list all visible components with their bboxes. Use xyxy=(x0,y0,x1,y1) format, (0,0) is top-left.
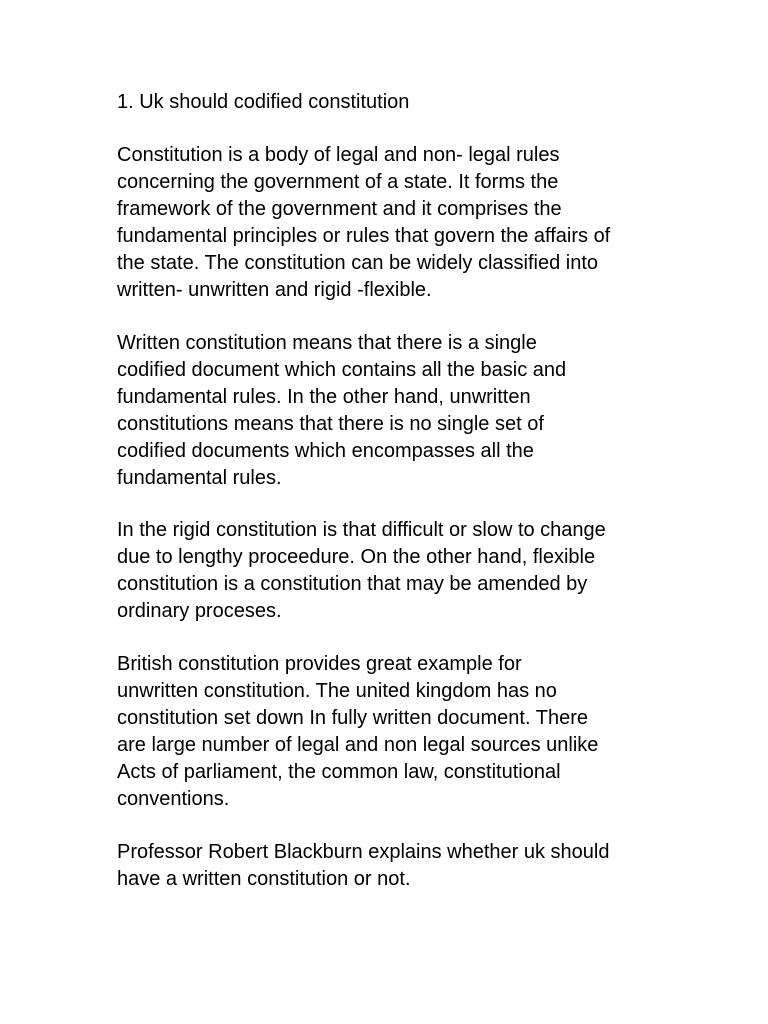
paragraph-line: codified documents which encompasses all the xyxy=(117,439,534,462)
paragraph-line: constitutions means that there is no single set of xyxy=(117,412,544,435)
paragraph-line: Written constitution means that there is a single xyxy=(117,332,537,354)
paragraph-line: codified document which contains all the basic and xyxy=(117,358,567,381)
paragraph-line: written- unwritten and rigid -flexible. xyxy=(117,278,432,301)
paragraph-line: conventions. xyxy=(117,787,230,810)
paragraph-line: Professor Robert Blackburn explains whether uk should xyxy=(117,841,610,863)
paragraph-line: fundamental rules. In the other hand, unwritten xyxy=(117,385,531,408)
paragraph-line: British constitution provides great example for xyxy=(117,653,522,675)
paragraph-line: are large number of legal and non legal sources unlike xyxy=(117,733,599,756)
paragraph-rigid-flexible xyxy=(117,517,677,625)
paragraph-line: unwritten constitution. The united kingdom has no xyxy=(117,679,557,702)
paragraph-line: ordinary proceses. xyxy=(117,599,282,622)
paragraph-constitution-definition xyxy=(117,142,677,303)
paragraph-line: the state. The constitution can be widely classified into xyxy=(117,251,599,274)
paragraph-line: constitution set down In fully written document. There xyxy=(117,706,588,729)
paragraph-line: In the rigid constitution is that difficult or slow to change xyxy=(117,519,606,541)
paragraph-line: constitution is a constitution that may be amended by xyxy=(117,572,588,595)
document-title xyxy=(117,89,677,116)
paragraph-line: fundamental principles or rules that govern the affairs of xyxy=(117,224,611,247)
paragraph-written-unwritten xyxy=(117,330,677,491)
title-text: 1. Uk should codified constitution xyxy=(117,91,410,113)
paragraph-line: framework of the government and it comprises the xyxy=(117,197,562,220)
paragraph-line: Acts of parliament, the common law, constitutional xyxy=(117,760,561,783)
paragraph-blackburn xyxy=(117,839,677,893)
paragraph-line: Constitution is a body of legal and non- legal rules xyxy=(117,144,560,166)
paragraph-line: have a written constitution or not. xyxy=(117,867,411,890)
paragraph-line: due to lengthy proceedure. On the other hand, flexible xyxy=(117,545,596,568)
paragraph-line: fundamental rules. xyxy=(117,466,282,489)
paragraph-line: concerning the government of a state. It forms the xyxy=(117,170,559,193)
paragraph-british-constitution xyxy=(117,651,677,812)
